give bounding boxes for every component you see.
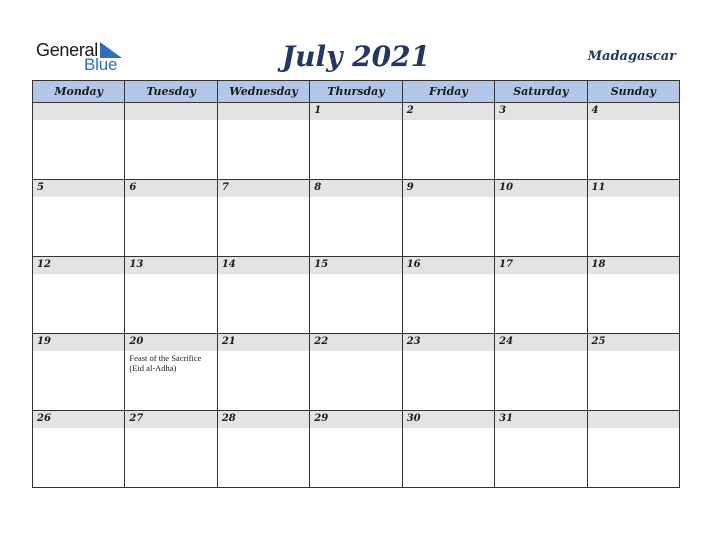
day-cell[interactable]	[33, 334, 125, 411]
day-cell[interactable]	[125, 180, 217, 257]
day-number-bar	[403, 334, 494, 351]
day-number: 5	[37, 182, 44, 193]
day-number-bar	[495, 411, 586, 428]
day-number-bar	[218, 257, 309, 274]
day-cell[interactable]	[402, 180, 494, 257]
weekday-header: Friday	[402, 81, 494, 103]
day-cell[interactable]	[495, 257, 587, 334]
day-number-bar	[125, 103, 216, 120]
day-number-bar	[33, 334, 124, 351]
logo-text-blue: Blue	[84, 55, 118, 74]
weekday-header: Thursday	[310, 81, 402, 103]
day-number: 7	[221, 182, 229, 193]
day-number-bar	[218, 411, 309, 428]
day-number: 11	[591, 182, 606, 193]
day-number-bar	[33, 180, 124, 197]
day-cell[interactable]	[33, 411, 125, 488]
day-number-bar	[495, 257, 586, 274]
day-cell[interactable]	[217, 257, 309, 334]
day-number: 30	[406, 413, 421, 424]
day-number: 8	[314, 182, 322, 193]
day-number-bar	[495, 103, 586, 120]
day-number: 19	[37, 336, 51, 347]
day-number: 23	[406, 336, 421, 347]
day-cell[interactable]	[402, 411, 494, 488]
day-number-bar	[310, 103, 401, 120]
day-number: 28	[221, 413, 236, 424]
day-cell[interactable]	[310, 180, 402, 257]
day-cell[interactable]	[310, 257, 402, 334]
week-row	[33, 411, 680, 488]
day-cell[interactable]	[402, 257, 494, 334]
day-number: 13	[129, 259, 144, 270]
day-cell[interactable]	[587, 411, 679, 488]
day-cell[interactable]	[587, 334, 679, 411]
weekday-header: Sunday	[587, 81, 679, 103]
day-cell[interactable]	[587, 180, 679, 257]
day-number-bar	[33, 103, 124, 120]
day-number: 2	[406, 105, 414, 116]
calendar-grid	[32, 80, 680, 488]
day-number-bar	[125, 257, 216, 274]
day-cell[interactable]	[33, 257, 125, 334]
day-number: 6	[129, 182, 137, 193]
day-number: 21	[221, 336, 236, 347]
day-cell[interactable]	[33, 103, 125, 180]
day-number-bar	[403, 180, 494, 197]
weekday-header-row	[33, 81, 680, 103]
day-cell[interactable]	[217, 180, 309, 257]
day-number-bar	[125, 180, 216, 197]
day-number: 25	[591, 336, 606, 347]
day-number: 4	[591, 105, 599, 116]
day-number: 9	[406, 182, 414, 193]
day-number-bar	[125, 411, 216, 428]
day-number: 15	[314, 259, 329, 270]
day-cell[interactable]	[310, 103, 402, 180]
day-number-bar	[588, 180, 679, 197]
day-number: 14	[221, 259, 236, 270]
day-number-bar	[588, 103, 679, 120]
day-number-bar	[588, 334, 679, 351]
weekday-header: Wednesday	[217, 81, 309, 103]
day-number-bar	[310, 334, 401, 351]
day-number-bar	[403, 103, 494, 120]
day-number: 3	[499, 105, 507, 116]
day-number: 17	[499, 259, 514, 270]
week-row	[33, 180, 680, 257]
day-number: 31	[499, 413, 514, 424]
day-number-bar	[495, 334, 586, 351]
weekday-header: Saturday	[495, 81, 587, 103]
day-cell[interactable]	[402, 103, 494, 180]
day-number: 10	[499, 182, 514, 193]
day-number-bar	[218, 180, 309, 197]
day-number: 20	[129, 336, 144, 347]
weekday-header: Monday	[33, 81, 125, 103]
week-row	[33, 334, 680, 411]
calendar-body	[33, 103, 680, 488]
day-cell[interactable]	[310, 334, 402, 411]
day-cell[interactable]	[217, 103, 309, 180]
weekday-header: Tuesday	[125, 81, 217, 103]
day-number-bar	[403, 411, 494, 428]
day-number: 29	[314, 413, 329, 424]
day-cell[interactable]	[125, 257, 217, 334]
day-number-bar	[588, 411, 679, 428]
day-number: 24	[499, 336, 514, 347]
logo-text-general: General	[36, 40, 98, 60]
day-cell[interactable]	[125, 411, 217, 488]
day-number-bar	[33, 257, 124, 274]
day-cell[interactable]	[125, 334, 217, 411]
week-row	[33, 103, 680, 180]
day-number: 16	[406, 259, 421, 270]
day-cell[interactable]	[125, 103, 217, 180]
day-cell[interactable]	[33, 180, 125, 257]
day-cell[interactable]	[495, 334, 587, 411]
day-cell[interactable]	[402, 334, 494, 411]
day-cell[interactable]	[217, 411, 309, 488]
country-label: Madagascar	[587, 49, 676, 64]
day-number-bar	[310, 180, 401, 197]
calendar-title: July 2021	[281, 40, 431, 73]
day-number-bar	[125, 334, 216, 351]
day-number-bar	[218, 103, 309, 120]
day-cell[interactable]	[217, 334, 309, 411]
day-number-bar	[403, 257, 494, 274]
day-cell[interactable]	[587, 257, 679, 334]
day-number-bar	[310, 257, 401, 274]
day-number: 12	[37, 259, 51, 270]
day-cell[interactable]	[495, 103, 587, 180]
day-number-bar	[495, 180, 586, 197]
day-number: 18	[591, 259, 606, 270]
day-cell[interactable]	[495, 411, 587, 488]
week-row	[33, 257, 680, 334]
day-number-bar	[218, 334, 309, 351]
day-cell[interactable]	[587, 103, 679, 180]
day-number-bar	[33, 411, 124, 428]
day-number: 26	[37, 413, 51, 424]
day-cell[interactable]	[495, 180, 587, 257]
holiday-event: Feast of the Sacrifice (Eid al-Adha)	[129, 353, 202, 373]
day-number: 22	[314, 336, 329, 347]
day-number: 1	[314, 105, 322, 116]
day-number-bar	[310, 411, 401, 428]
day-number: 27	[129, 413, 144, 424]
day-cell[interactable]	[310, 411, 402, 488]
day-number-bar	[588, 257, 679, 274]
